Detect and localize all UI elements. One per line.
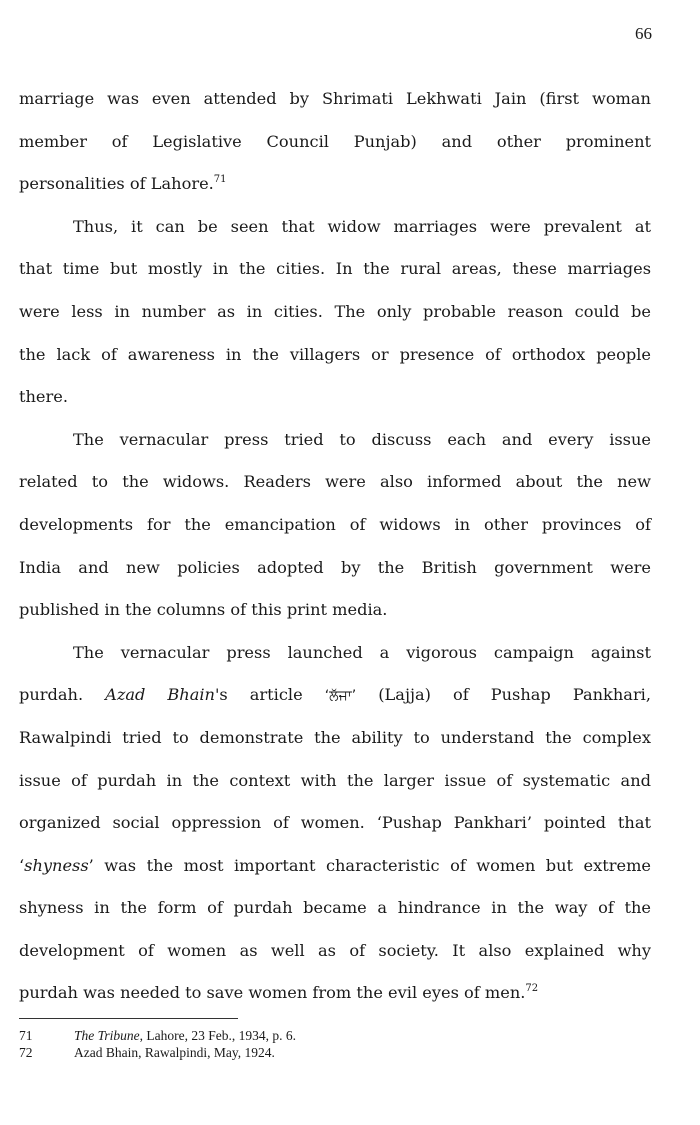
- footnote-separator: [19, 1018, 238, 1019]
- text-line: issue of purdah in the context with the larger issue of systematic and: [19, 770, 651, 790]
- text-line: marriage was even attended by Shrimati Lekhwati Jain (first woman: [19, 89, 651, 108]
- text-line: Thus, it can be seen that widow marriages were prevalent at: [73, 216, 651, 236]
- text-line: ‘shyness’ was the most important characteristic of women but extreme: [19, 855, 651, 875]
- newspaper-name-azad-bhain: Azad Bhain: [105, 685, 215, 705]
- text-line: The vernacular press tried to discuss each and every issue: [73, 429, 651, 449]
- footnote-text: , Lahore, 23 Feb., 1934, p. 6.: [139, 1028, 296, 1043]
- italic-word-shyness: shyness: [24, 855, 89, 875]
- footnote-source-title: The Tribune: [74, 1028, 140, 1043]
- page-number: 66: [635, 24, 652, 43]
- text-line: purdah was needed to save women from the evil eyes of men.$^{72}$: [19, 983, 539, 1003]
- gurmukhi-word-lajja: ‘ਲੱਜਾ’: [324, 688, 357, 705]
- text-line: member of Legislative Council Punjab) and other prominent: [19, 131, 651, 151]
- paragraph-3: [19, 419, 651, 632]
- paragraph-1: [19, 78, 651, 206]
- footnote-number: 72: [19, 1045, 33, 1060]
- footnote-text: Azad Bhain, Rawalpindi, May, 1924.: [74, 1045, 275, 1060]
- text-line: development of women as well as of society. It also explained why: [19, 940, 651, 960]
- text-line: purdah. Azad Bhain's article ‘ਲੱਜਾ’ (Lajja) of Pushap Pankhari,: [19, 685, 651, 705]
- footnotes: [19, 1027, 296, 1061]
- text-line: shyness in the form of purdah became a hindrance in the way of the: [19, 898, 651, 918]
- text-line: developments for the emancipation of widows in other provinces of: [19, 514, 651, 534]
- text-line: published in the columns of this print media.: [19, 600, 388, 620]
- footnote-71: [19, 1027, 296, 1044]
- text-line: were less in number as in cities. The only probable reason could be: [19, 301, 651, 321]
- footnote-number: 71: [19, 1028, 33, 1043]
- text-line: related to the widows. Readers were also informed about the new: [19, 472, 651, 492]
- text-line: India and new policies adopted by the British government were: [19, 557, 651, 577]
- footnote-72: [19, 1044, 296, 1061]
- text-line: the lack of awareness in the villagers or presence of orthodox people: [19, 344, 651, 364]
- footnote-ref-71: 71: [213, 174, 227, 186]
- paragraph-4: [19, 632, 651, 1015]
- text-line: personalities of Lahore.$^{71}$: [19, 174, 227, 194]
- paragraph-2: [19, 206, 651, 419]
- text-line: that time but mostly in the cities. In the rural areas, these marriages: [19, 259, 651, 279]
- text-line: The vernacular press launched a vigorous campaign against: [73, 642, 651, 662]
- text-line: Rawalpindi tried to demonstrate the ability to understand the complex: [19, 727, 651, 747]
- text-line: there.: [19, 387, 68, 407]
- footnote-ref-72: 72: [525, 983, 539, 995]
- text-line: organized social oppression of women. ‘Pushap Pankhari’ pointed that: [19, 813, 651, 833]
- body-text: [19, 78, 651, 1015]
